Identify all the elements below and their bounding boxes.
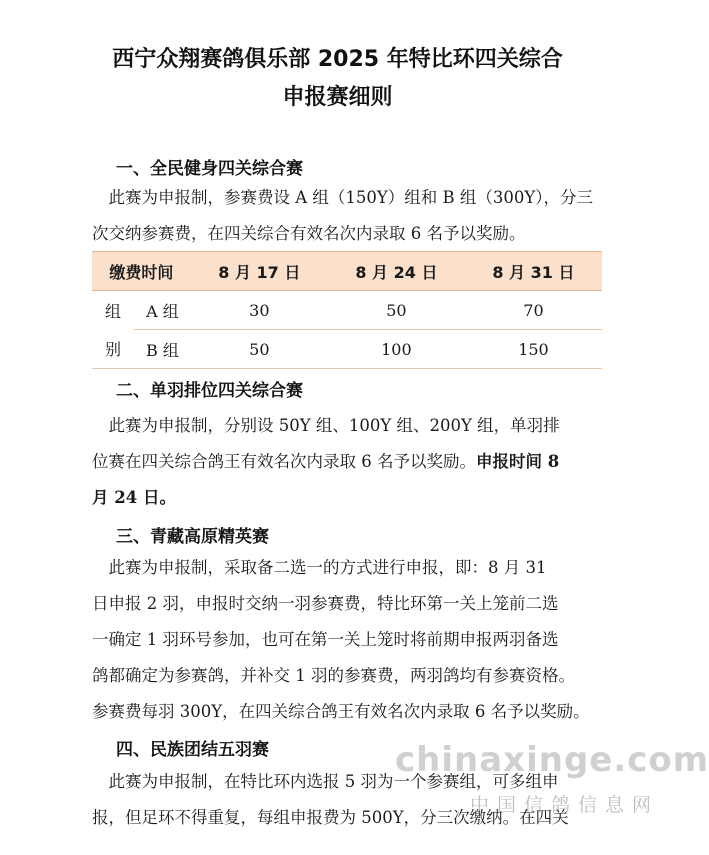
fee-header-date-3: 8 月 31 日 (465, 252, 602, 291)
section-1-heading: 一、全民健身四关综合赛 (116, 159, 303, 179)
document-title-line1: 西宁众翔赛鸽俱乐部 2025 年特比环四关综合 (112, 47, 563, 72)
row-value: 150 (465, 330, 602, 369)
section-1-body (92, 180, 604, 252)
fee-table-header-row (92, 252, 602, 291)
section-4-line-2: 报，但足环不得重复，每组申报费为 500Y，分三次缴纳。在四关 (92, 808, 569, 827)
section-3-line-5: 参赛费每羽 300Y，在四关综合鸽王有效名次内录取 6 名予以奖励。 (92, 702, 590, 721)
section-3-heading: 三、青藏高原精英赛 (116, 527, 269, 547)
section-1-line-2: 次交纳参赛费，在四关综合有效名次内录取 6 名予以奖励。 (92, 224, 526, 243)
watermark-logo-text: chinaxinge.com (395, 740, 709, 780)
section-3-line-1: 此赛为申报制，采取备二选一的方式进行申报，即：8 月 31 (92, 558, 547, 577)
section-2-body (92, 408, 604, 516)
row-group-name: B 组 (134, 330, 191, 369)
table-row (92, 291, 602, 330)
group-label-bottom: 别 (92, 330, 134, 369)
section-4-line-1: 此赛为申报制，在特比环内选报 5 羽为一个参赛组，可多组申 (92, 772, 559, 791)
section-2-line-2 (92, 444, 604, 480)
fee-header-time: 缴费时间 (92, 252, 191, 291)
fee-header-date-1: 8 月 17 日 (191, 252, 328, 291)
fee-table (92, 251, 602, 369)
row-value: 50 (191, 330, 328, 369)
section-3-body (92, 550, 604, 730)
row-group-name: A 组 (134, 291, 191, 330)
section-4-heading: 四、民族团结五羽赛 (116, 740, 269, 760)
section-2-deadline-part2: 月 24 日。 (92, 488, 176, 507)
fee-header-date-2: 8 月 24 日 (328, 252, 465, 291)
group-label-top: 组 (104, 301, 121, 321)
row-value: 30 (191, 291, 328, 330)
row-value: 50 (328, 291, 465, 330)
watermark-site-name: 中国信鸽信息网 (470, 794, 660, 816)
row-value: 100 (328, 330, 465, 369)
section-2-line-1: 此赛为申报制，分别设 50Y 组、100Y 组、200Y 组，单羽排 (92, 416, 560, 435)
section-2-deadline-part1: 申报时间 8 (476, 452, 560, 471)
section-2-line-2-text: 位赛在四关综合鸽王有效名次内录取 6 名予以奖励。 (92, 452, 476, 471)
section-1-line-1: 此赛为申报制，参赛费设 A 组（150Y）组和 B 组（300Y），分三 (92, 188, 594, 207)
section-3-line-3: 一确定 1 羽环号参加，也可在第一关上笼时将前期申报两羽备选 (92, 630, 559, 649)
section-3-line-2: 日申报 2 羽，申报时交纳一羽参赛费，特比环第一关上笼前二选 (92, 594, 559, 613)
table-row (92, 330, 602, 369)
section-2-heading: 二、单羽排位四关综合赛 (116, 381, 303, 401)
document-title-line2: 申报赛细则 (282, 85, 393, 110)
section-3-line-4: 鸽都确定为参赛鸽，并补交 1 羽的参赛费，两羽鸽均有参赛资格。 (92, 666, 575, 685)
row-value: 70 (465, 291, 602, 330)
